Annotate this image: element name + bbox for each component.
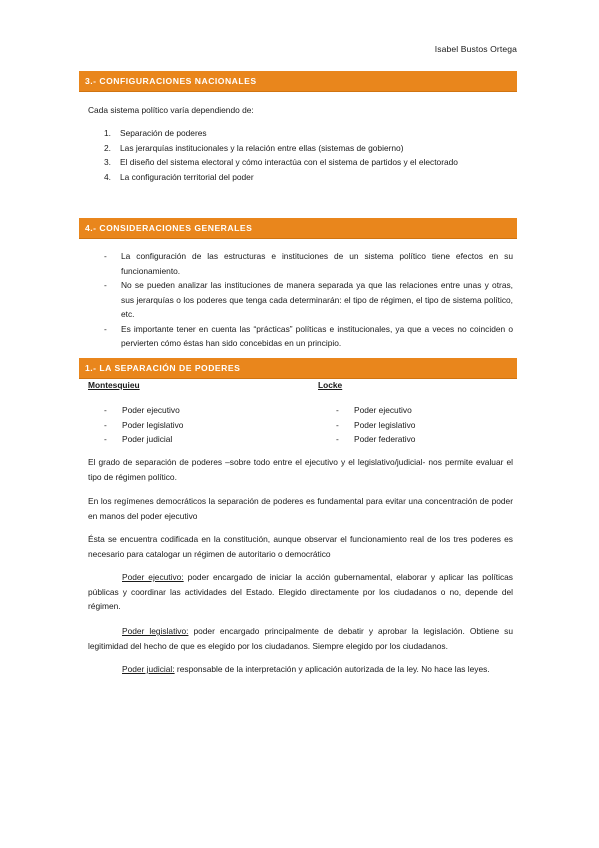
paragraph: El grado de separación de poderes –sobre todo entre el ejecutivo y el legislativo/judicial- nos permite evaluar el tipo de régimen político. [88,457,513,482]
paragraph: En los regímenes democráticos la separación de poderes es fundamental para evitar una concentración de poder en manos del poder ejecutivo [88,496,513,521]
list-item: - Poder judicial [104,434,173,444]
list-item: 2. Las jerarquías institucionales y la relación entre ellas (sistemas de gobierno) [104,142,404,153]
list-item: 4. La configuración territorial del poder [104,171,254,182]
term-legislative: Poder legislativo: [122,626,189,636]
list-item: - No se pueden analizar las instituciones de manera separada ya que las relaciones entre unas y otras, sus jerarquías o los poderes que tenga cada determinarán: el tipo de régimen, el tipo de sistema político, etc. [104,280,513,319]
section-3-intro: Cada sistema político varía dependiendo de: [88,105,254,115]
paragraph: Ésta se encuentra codificada en la constitución, aunque observar el funcionamiento real de los tres poderes es necesario para catalogar un régimen de autoritario o democrático [88,534,513,559]
term-executive: Poder ejecutivo: [122,572,184,582]
locke-heading: Locke [318,380,343,390]
list-item: - Poder legislativo [336,419,416,430]
section-4-list [104,249,513,351]
section-3-list [104,126,458,184]
list-item: - Es importante tener en cuenta las “prácticas” políticas e institucionales, ya que a veces no coinciden o pervierten cómo éstas han sido concebidas en un principio. [104,323,513,348]
section-4-heading: 4.- CONSIDERACIONES GENERALES [79,218,517,239]
list-item: - La configuración de las estructuras e instituciones de un sistema político tiene efectos en su funcionamiento. [104,251,513,276]
list-item: - Poder legislativo [104,419,184,430]
definition-legislative: Poder legislativo: poder encargado principalmente de debatir y aprobar la legislación. Obtiene su legitimidad del hecho de que es elegido por los ciudadanos. Siempre elegido por los ciudadanos. [88,626,513,651]
author-name: Isabel Bustos Ortega [434,44,517,54]
montesquieu-list [104,403,183,447]
montesquieu-heading: Montesquieu [88,380,140,390]
term-judicial: Poder judicial: [122,664,175,674]
locke-list [336,403,415,447]
list-item: - Poder federativo [336,434,416,444]
list-item: - Poder ejecutivo [104,405,180,415]
list-item: 1. Separación de poderes [104,128,207,138]
definition-executive: Poder ejecutivo: poder encargado de iniciar la acción gubernamental, elaborar y aplicar las políticas públicas y coordinar las actividades del Estado. Elegido directamente por los ciudadanos o no, depende del régimen. [88,572,513,611]
list-item: - Poder ejecutivo [336,405,412,415]
definition-judicial: Poder judicial: responsable de la interpretación y aplicación autorizada de la ley. No hace las leyes. [122,664,490,674]
list-item: 3. El diseño del sistema electoral y cómo interactúa con el sistema de partidos y el electorado [104,157,458,167]
section-1-heading: 1.- LA SEPARACIÓN DE PODERES [79,358,517,379]
section-3-heading: 3.- CONFIGURACIONES NACIONALES [79,71,517,92]
